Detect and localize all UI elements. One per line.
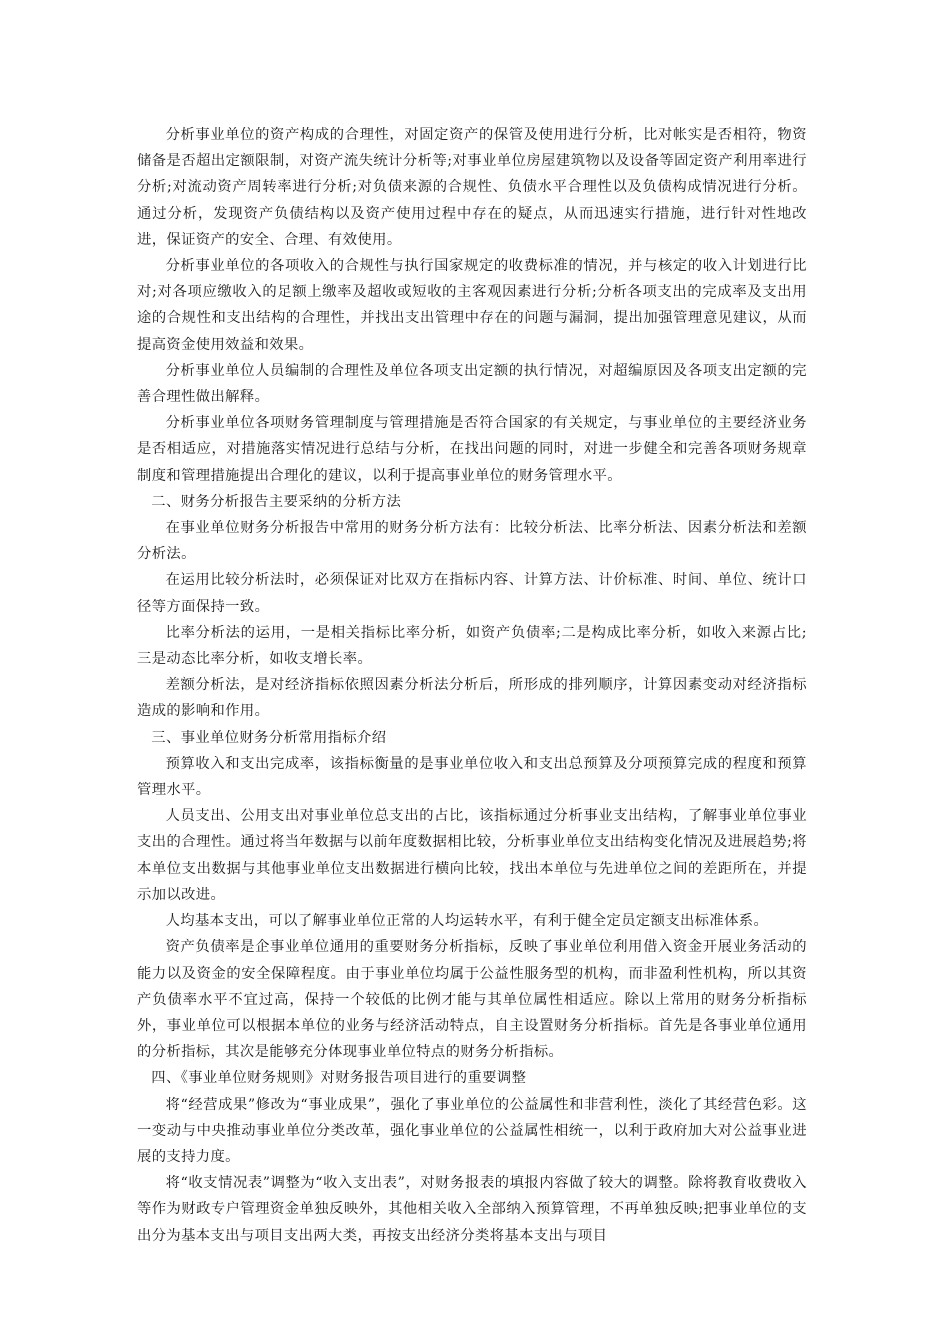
section-heading-4: 四、《事业单位财务规则》对财务报告项目进行的重要调整 xyxy=(151,1070,527,1087)
paragraph-staffing-analysis: 分析事业单位人员编制的合理性及单位各项支出定额的执行情况，对超编原因及各项支出定额的完善合理性做出解释。 xyxy=(137,362,807,406)
paragraph-budget-completion: 预算收入和支出完成率，该指标衡量的是事业单位收入和支出总预算及分项预算完成的程度和预算管理水平。 xyxy=(137,755,807,799)
paragraph-debt-ratio: 资产负债率是企事业单位通用的重要财务分析指标，反映了事业单位利用借入资金开展业务活动的能力以及资金的安全保障程度。由于事业单位均属于公益性服务型的机构，而非盈利性机构，所以其资产负债率水平不宜过高，保持一个较低的比例才能与其单位属性相适应。除以上常用的财务分析指标外，事业单位可以根据本单位的业务与经济活动特点，自主设置财务分析指标。首先是各事业单位通用的分析指标，其次是能够充分体现事业单位特点的财务分析指标。 xyxy=(137,939,807,1061)
section-heading-3: 三、事业单位财务分析常用指标介绍 xyxy=(151,729,387,746)
paragraph-income-expense-statement: 将“收支情况表”调整为“收入支出表”，对财务报表的填报内容做了较大的调整。除将教育收费收入等作为财政专户管理资金单独反映外，其他相关收入全部纳入预算管理，不再单独反映;把事业单位的支出分为基本支出与项目支出两大类，再按支出经济分类将基本支出与项目 xyxy=(137,1175,807,1244)
paragraph-comparison-method: 在运用比较分析法时，必须保证对比双方在指标内容、计算方法、计价标准、时间、单位、统计口径等方面保持一致。 xyxy=(137,572,807,615)
paragraph-management-system-analysis: 分析事业单位各项财务管理制度与管理措施是否符合国家的有关规定，与事业单位的主要经济业务是否相适应，对措施落实情况进行总结与分析，在找出问题的同时，对进一步健全和完善各项财务规章制度和管理措施提出合理化的建议，以利于提高事业单位的财务管理水平。 xyxy=(137,415,807,484)
document-body xyxy=(137,122,807,1249)
paragraph-asset-analysis: 分析事业单位的资产构成的合理性，对固定资产的保管及使用进行分析，比对帐实是否相符，物资储备是否超出定额限制，对资产流失统计分析等;对事业单位房屋建筑物以及设备等固定资产利用率进行分析;对流动资产周转率进行分析;对负债来源的合规性、负债水平合理性以及负债构成情况进行分析。通过分析，发现资产负债结构以及资产使用过程中存在的疑点，从而迅速实行措施，进行针对性地改进，保证资产的安全、合理、有效使用。 xyxy=(137,127,807,248)
paragraph-methods-overview: 在事业单位财务分析报告中常用的财务分析方法有：比较分析法、比率分析法、因素分析法和差额分析法。 xyxy=(137,520,807,563)
paragraph-income-expense-analysis: 分析事业单位的各项收入的合规性与执行国家规定的收费标准的情况，并与核定的收入计划进行比对;对各项应缴收入的足额上缴率及超收或短收的主客观因素进行分析;分析各项支出的完成率及支出用途的合规性和支出结构的合理性，并找出支出管理中存在的问题与漏洞，提出加强管理意见建议，从而提高资金使用效益和效果。 xyxy=(137,258,807,353)
paragraph-business-results: 将“经营成果”修改为“事业成果”，强化了事业单位的公益属性和非营利性，淡化了其经营色彩。这一变动与中央推动事业单位分类改革，强化事业单位的公益属性相统一，以利于政府加大对公益事业进展的支持力度。 xyxy=(137,1096,807,1165)
paragraph-expense-ratio: 人员支出、公用支出对事业单位总支出的占比，该指标通过分析事业支出结构，了解事业单位事业支出的合理性。通过将当年数据与以前年度数据相比较，分析事业单位支出结构变化情况及进展趋势;将本单位支出数据与其他事业单位支出数据进行横向比较，找出本单位与先进单位之间的差距所在，并提示加以改进。 xyxy=(137,808,807,903)
paragraph-difference-method: 差额分析法，是对经济指标依照因素分析法分析后，所形成的排列顺序，计算因素变动对经济指标造成的影响和作用。 xyxy=(137,677,807,720)
paragraph-ratio-method: 比率分析法的运用，一是相关指标比率分析，如资产负债率;二是构成比率分析，如收入来源占比;三是动态比率分析，如收支增长率。 xyxy=(137,624,807,668)
paragraph-per-capita-expense: 人均基本支出，可以了解事业单位正常的人均运转水平，有利于健全定员定额支出标准体系。 xyxy=(165,913,769,930)
section-heading-2: 二、财务分析报告主要采纳的分析方法 xyxy=(151,493,402,510)
